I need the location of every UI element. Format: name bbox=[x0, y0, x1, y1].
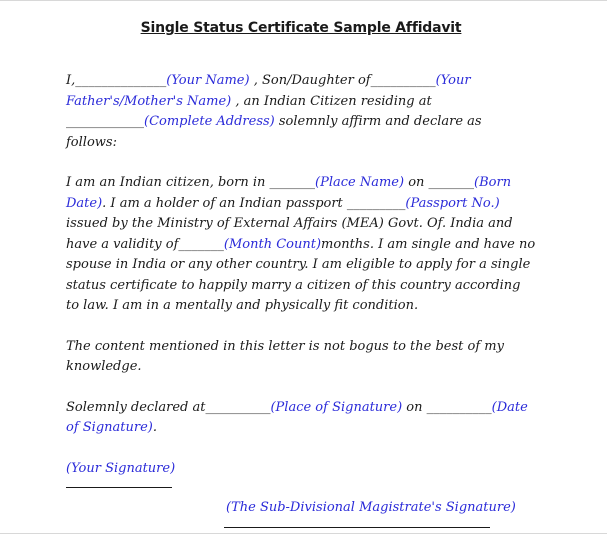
top-border bbox=[0, 0, 607, 1]
month-count-placeholder: (Month Count) bbox=[223, 236, 322, 252]
document-title: Single Status Certificate Sample Affidavit bbox=[140, 20, 462, 36]
passport-no-placeholder: (Passport No.) bbox=[405, 195, 500, 211]
born-date-placeholder: (Born Date) bbox=[66, 175, 512, 211]
validity-text: issued by the Ministry of External Affairs (MEA) Govt. Of. India and have a validity of_______ bbox=[66, 216, 513, 252]
magistrate-signature-label: (The Sub-Divisional Magistrate's Signature) bbox=[226, 500, 516, 515]
your-signature-label: (Your Signature) bbox=[66, 460, 176, 476]
residence-text: , an Indian Citizen residing at ____________ bbox=[66, 93, 432, 129]
citizenship-paragraph bbox=[66, 173, 536, 317]
affirm-text: solemnly affirm and declare as follows: bbox=[66, 114, 482, 150]
parent-blank-text: , Son/Daughter of__________ bbox=[249, 73, 436, 88]
place-name-placeholder: (Place Name) bbox=[315, 175, 405, 190]
passport-text: . I am a holder of an Indian passport _________ bbox=[102, 195, 406, 211]
single-status-text: months. I am single and have no spouse in India or any other country. I am eligible to apply for a single status certificate to happily marry a citizen of this country according to law. I am in a mentally and physically fit condition. bbox=[66, 236, 536, 313]
name-blank-text: I,______________ bbox=[66, 73, 167, 88]
magistrate-signature-line bbox=[224, 527, 490, 528]
address-placeholder: (Complete Address) bbox=[144, 114, 275, 129]
date-of-signature-placeholder: (Date of Signature) bbox=[66, 399, 528, 435]
declared-at-text: Solemnly declared at__________ bbox=[66, 399, 271, 415]
parent-name-placeholder: (Your Father's/Mother's Name) bbox=[66, 73, 471, 109]
your-name-placeholder: (Your Name) bbox=[166, 73, 250, 88]
your-signature-line bbox=[66, 487, 172, 488]
born-text: I am an Indian citizen, born in _______ bbox=[66, 175, 316, 190]
truth-paragraph: The content mentioned in this letter is not bogus to the best of my knowledge. bbox=[66, 338, 504, 374]
place-of-signature-placeholder: (Place of Signature) bbox=[270, 399, 403, 415]
on-text: on _______ bbox=[404, 175, 475, 190]
affidavit-document bbox=[66, 20, 536, 528]
period-text: . bbox=[152, 420, 157, 435]
declaration-paragraph bbox=[66, 398, 536, 439]
declarant-paragraph bbox=[66, 71, 536, 153]
declared-on-text: on __________ bbox=[402, 399, 492, 415]
